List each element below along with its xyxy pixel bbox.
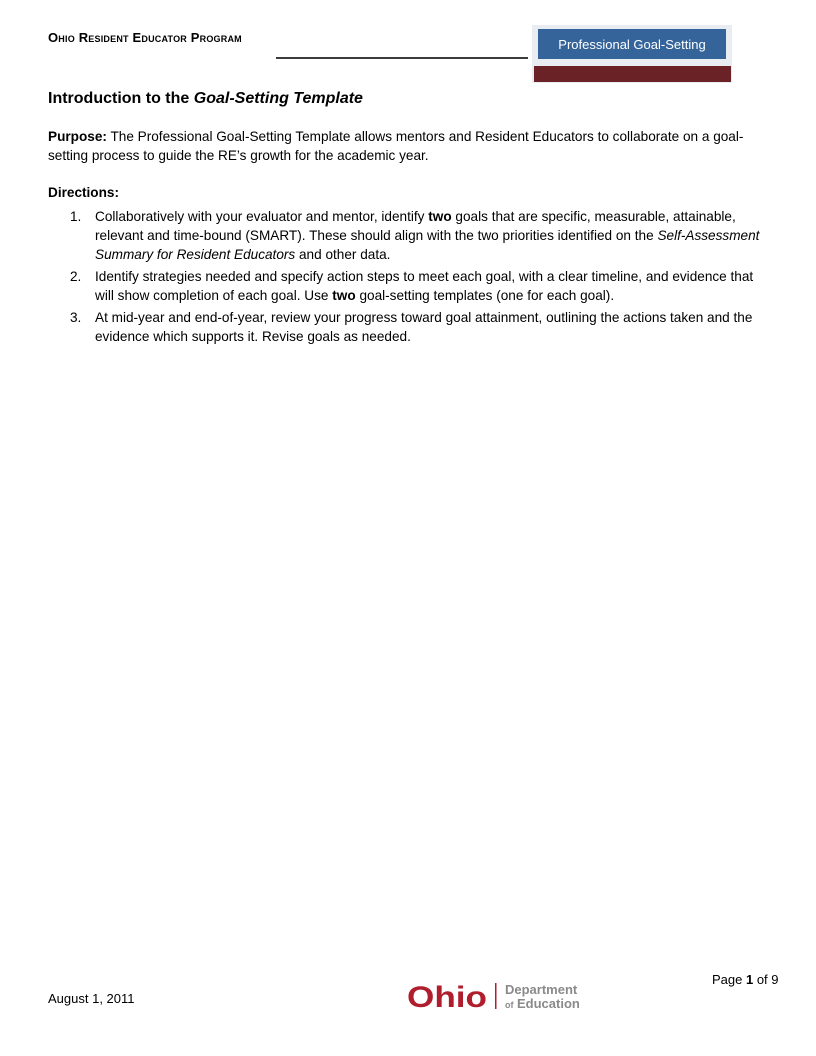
section-badge-label: Professional Goal-Setting bbox=[558, 36, 706, 52]
logo-word: Ohio bbox=[407, 981, 487, 1012]
directions-heading: Directions: bbox=[48, 185, 120, 200]
list-item-text: Identify strategies needed and specify action steps to meet each goal, with a clear timeline, and evidence that will show completion of each goal. Use bbox=[95, 269, 754, 303]
list-item-bold: two bbox=[428, 209, 452, 224]
purpose-paragraph bbox=[48, 127, 763, 165]
page-number-current: 1 bbox=[745, 972, 754, 987]
header-rule bbox=[276, 57, 528, 59]
list-item-text: goal-setting templates (one for each goal). bbox=[355, 288, 615, 303]
page-number-prefix: Page bbox=[712, 972, 746, 987]
list-item-number: 2. bbox=[70, 269, 82, 284]
purpose-label: Purpose: bbox=[48, 129, 107, 144]
list-item-number: 3. bbox=[70, 310, 82, 325]
footer-date: August 1, 2011 bbox=[48, 991, 135, 1006]
list-item bbox=[48, 207, 763, 264]
intro-heading-emphasis: Goal-Setting Template bbox=[193, 90, 363, 107]
list-item bbox=[48, 267, 763, 305]
page-number-total: 9 bbox=[771, 972, 779, 987]
logo-line1: Department bbox=[505, 982, 578, 997]
ohio-department-logo bbox=[407, 980, 587, 1012]
page-number-mid: of bbox=[753, 972, 772, 987]
list-item-italic: Self-Assessment Summary for Resident Educators bbox=[95, 228, 760, 262]
directions-list bbox=[48, 207, 763, 349]
logo-of: of bbox=[505, 1000, 514, 1010]
intro-heading bbox=[48, 90, 363, 108]
section-badge-accent bbox=[534, 66, 731, 82]
list-item bbox=[48, 308, 763, 346]
logo-line2: Education bbox=[517, 996, 580, 1011]
purpose-text: The Professional Goal-Setting Template allows mentors and Resident Educators to collaborate on a goal-setting process to guide the RE’s growth for the academic year. bbox=[48, 129, 744, 163]
list-item-bold: two bbox=[332, 288, 356, 303]
logo-divider bbox=[495, 983, 497, 1009]
list-item-text: At mid-year and end-of-year, review your progress toward goal attainment, outlining the actions taken and the evidence which supports it. Revise goals as needed. bbox=[95, 310, 753, 344]
list-item-text: goals that are specific, measurable, attainable, relevant and time-bound (SMART). These should align with the two priorities identified on the bbox=[95, 209, 736, 243]
page-number bbox=[712, 972, 779, 987]
list-item-number: 1. bbox=[70, 209, 82, 224]
intro-heading-prefix: Introduction to the bbox=[48, 90, 194, 107]
list-item-text: Collaboratively with your evaluator and mentor, identify bbox=[95, 209, 429, 224]
list-item-text: and other data. bbox=[295, 247, 391, 262]
program-title: Ohio Resident Educator Program bbox=[48, 30, 242, 45]
section-badge bbox=[538, 29, 726, 59]
